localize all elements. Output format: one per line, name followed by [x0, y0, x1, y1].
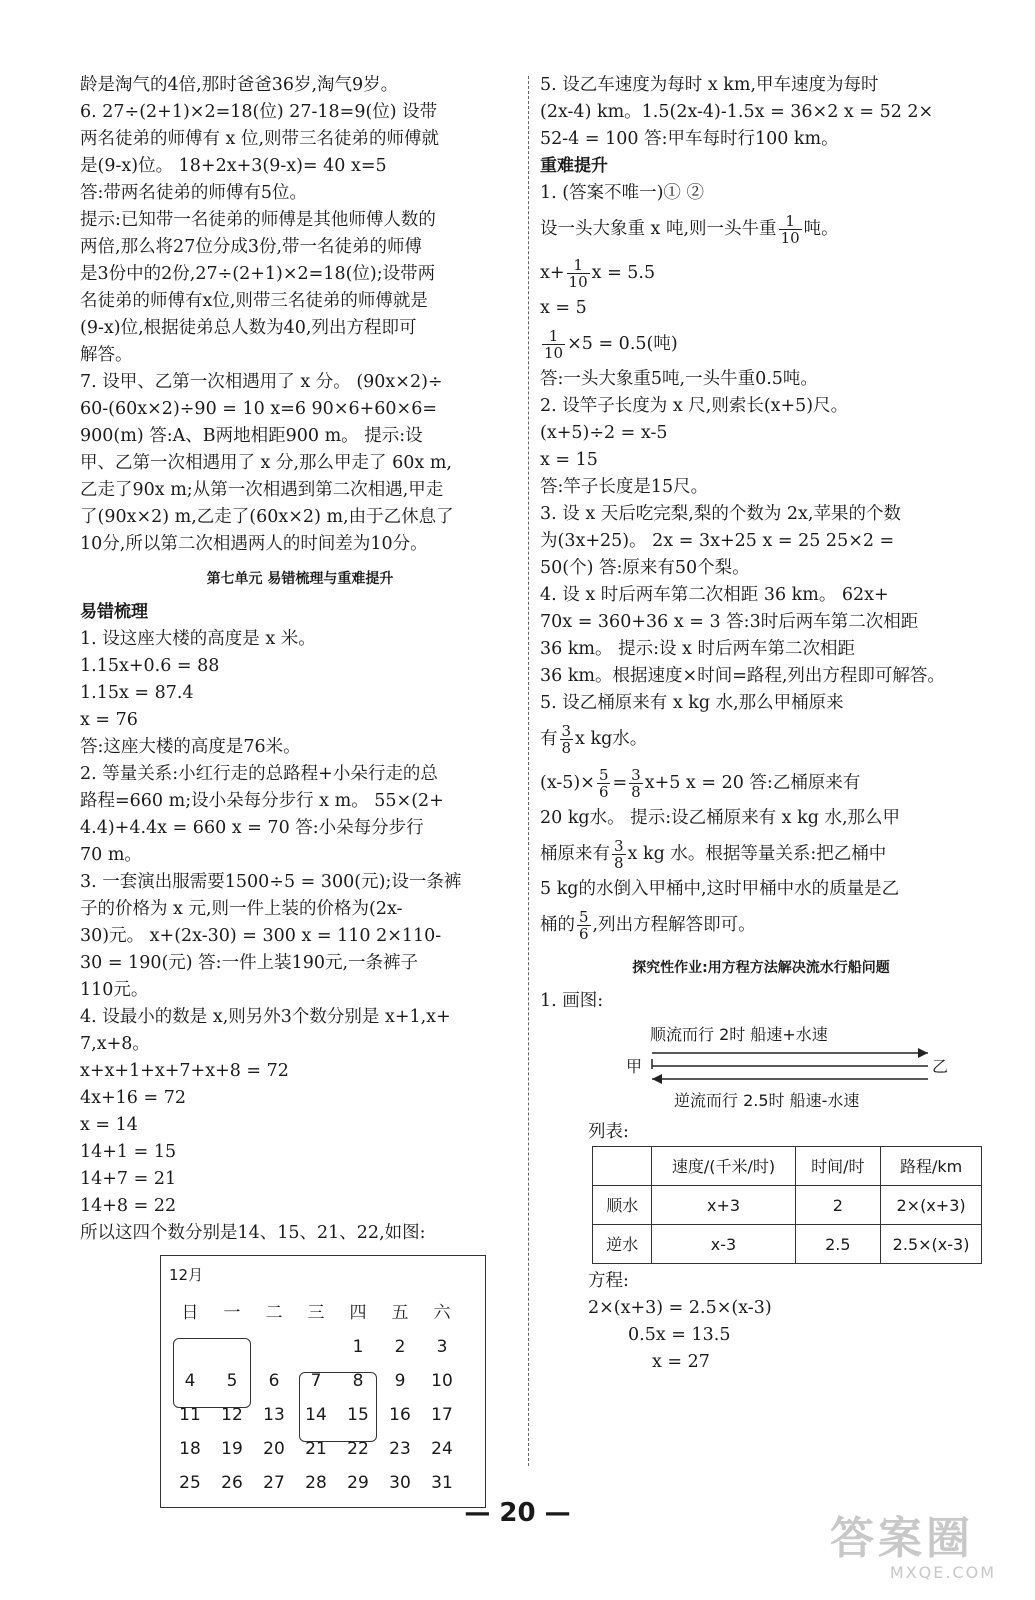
- r5-line6: [540, 903, 982, 947]
- text-line: 3. 设 x 天后吃完梨,梨的个数为 2x,苹果的个数: [540, 504, 901, 524]
- section-yicuo-heading: 易错梳理: [80, 602, 148, 622]
- text-line: 了(90x×2) m,乙走了(60x×2) m,由于乙休息了: [80, 507, 454, 527]
- calendar-day: 15: [347, 1405, 369, 1425]
- text-line: 1.15x = 87.4: [80, 683, 194, 703]
- calendar-day: 23: [389, 1439, 411, 1459]
- equation-line: 0.5x = 13.5: [628, 1325, 731, 1345]
- text-line: 龄是淘气的4倍,那时爸爸36岁,淘气9岁。: [80, 75, 399, 95]
- table-cell: x+3: [652, 1186, 795, 1225]
- r-q1-line2: [540, 251, 982, 295]
- r-q1-line2-text: x+: [540, 263, 565, 283]
- equation-label: 方程:: [588, 1271, 629, 1291]
- table-cell: 顺水: [593, 1186, 652, 1225]
- calendar-day: 18: [179, 1439, 201, 1459]
- text-line: 6. 27÷(2+1)×2=18(位) 27-18=9(位) 设带: [80, 102, 438, 122]
- r5-line1: [540, 717, 982, 761]
- text-line: 5. 设乙桶原来有 x kg 水,那么甲桶原来: [540, 693, 844, 713]
- text-line: 解答。: [80, 345, 133, 365]
- text-line: 两名徒弟的师傅有 x 位,则带三名徒弟的师傅就: [80, 129, 440, 149]
- list-label: 列表:: [588, 1122, 629, 1142]
- calendar-weekday: 六: [433, 1303, 451, 1323]
- calendar-weekday: 一: [223, 1303, 241, 1323]
- r-q1-head: 1. (答案不唯一)① ②: [540, 183, 704, 203]
- fraction-1-10: $\frac{1}{10}$: [568, 256, 588, 291]
- calendar-day: 26: [221, 1473, 243, 1493]
- table-cell: x-3: [652, 1225, 795, 1264]
- text-line: x+x+1+x+7+x+8 = 72: [80, 1061, 289, 1081]
- text-line: 4. 设最小的数是 x,则另外3个数分别是 x+1,x+: [80, 1007, 451, 1027]
- table-row: [593, 1186, 982, 1225]
- text-line: 4x+16 = 72: [80, 1088, 186, 1108]
- text-line: 14+7 = 21: [80, 1169, 177, 1189]
- text-line: 70 m。: [80, 845, 142, 865]
- calendar-day: 27: [263, 1473, 285, 1493]
- diagram-top-label: 顺流而行 2时 船速+水速: [650, 1025, 828, 1044]
- text-line: 名徒弟的师傅有x位,则带三名徒弟的师傅就是: [80, 291, 428, 311]
- fraction-3-8: $\frac{3}{8}$: [631, 766, 641, 801]
- r-q1-line4: [540, 322, 982, 366]
- calendar-day: 28: [305, 1473, 327, 1493]
- text-line: 所以这四个数分别是14、15、21、22,如图:: [80, 1223, 426, 1243]
- calendar-day: 13: [263, 1405, 285, 1425]
- calendar-weekday: 五: [391, 1303, 409, 1323]
- downstream-arrow-head: [918, 1048, 928, 1058]
- calendar-day: 21: [305, 1439, 327, 1459]
- calendar-weekday: 四: [349, 1303, 367, 1323]
- calendar-weekday: 三: [307, 1303, 325, 1323]
- r-q1-line1-text: 设一头大象重 x 吨,则一头牛重: [540, 219, 777, 239]
- text-line: 两倍,那么将27位分成3份,带一名徒弟的师傅: [80, 237, 423, 257]
- calendar-weekday: 二: [265, 1303, 283, 1323]
- text-line: 30 = 190(元) 答:一件上装190元,一条裤子: [80, 953, 419, 973]
- column-divider: [528, 76, 529, 1466]
- diagram-right-end: 乙: [932, 1057, 949, 1076]
- table-cell: 逆水: [593, 1225, 652, 1264]
- calendar-day: 8: [352, 1371, 364, 1391]
- text-line: 14+1 = 15: [80, 1142, 177, 1162]
- r5-line2-eq: =: [612, 773, 628, 793]
- calendar-day: 2: [394, 1337, 406, 1357]
- calendar-day: 30: [389, 1473, 411, 1493]
- text-line: 是(9-x)位。 18+2x+3(9-x)= 40 x=5: [80, 156, 387, 176]
- calendar-month: 12月: [169, 1266, 204, 1284]
- text-line: (9-x)位,根据徒弟总人数为40,列出方程即可: [80, 318, 417, 338]
- calendar-box-14-22: [299, 1372, 377, 1442]
- calendar-day: 19: [221, 1439, 243, 1459]
- text-line: 7. 设甲、乙第一次相遇用了 x 分。 (90x×2)÷: [80, 372, 443, 392]
- calendar-day: 6: [268, 1371, 280, 1391]
- text-line: 答:带两名徒弟的师傅有5位。: [80, 183, 308, 203]
- watermark-url: MXQE.COM: [889, 1563, 996, 1582]
- calendar-day: 20: [263, 1439, 285, 1459]
- calendar-day: 10: [431, 1371, 453, 1391]
- text-line: 5. 设乙车速度为每时 x km,甲车速度为每时: [540, 75, 879, 95]
- r-q1-line3: x = 5: [540, 298, 587, 318]
- right-column: [540, 72, 982, 1376]
- calendar-day: 4: [184, 1371, 196, 1391]
- fraction-1-10: $\frac{1}{10}$: [780, 212, 800, 247]
- text-line: 答:竿子长度是15尺。: [540, 477, 709, 497]
- upstream-arrow-head: [652, 1074, 662, 1084]
- table-header-row: [593, 1147, 982, 1186]
- r5-line4: [540, 832, 982, 876]
- calendar-day: 3: [436, 1337, 448, 1357]
- r5-line2-tail: x+5 x = 20 答:乙桶原来有: [644, 773, 861, 793]
- fraction-3-8: $\frac{3}{8}$: [561, 722, 572, 757]
- table-header-cell: 时间/时: [795, 1147, 881, 1186]
- equation-line: x = 27: [652, 1352, 710, 1372]
- calendar-day: 25: [179, 1473, 201, 1493]
- text-line: x = 76: [80, 710, 138, 730]
- left-text-block-2: [80, 626, 520, 1247]
- text-line: 4.4)+4.4x = 660 x = 70 答:小朵每分步行: [80, 818, 424, 838]
- text-line: 36 km。根据速度×时间=路程,列出方程即可解答。: [540, 666, 945, 686]
- unit-title: 第七单元 易错梳理与重难提升: [206, 571, 394, 587]
- left-text-block-1: [80, 72, 520, 558]
- explore-q1: 1. 画图:: [540, 991, 604, 1011]
- calendar-day: 11: [179, 1405, 201, 1425]
- r5-line4-tail: x kg 水。根据等量关系:把乙桶中: [627, 844, 887, 864]
- text-line: 14+8 = 22: [80, 1196, 177, 1216]
- calendar-day: 14: [305, 1405, 327, 1425]
- text-line: 答:一头大象重5吨,一头牛重0.5吨。: [540, 369, 818, 389]
- text-line: 30)元。 x+(2x-30) = 300 x = 110 2×110-: [80, 926, 442, 946]
- text-line: 路程=660 m;设小朵每分步行 x m。 55×(2+: [80, 791, 444, 811]
- calendar-day: [253, 1331, 295, 1363]
- text-line: 甲、乙第一次相遇用了 x 分,那么甲走了 60x m,: [80, 453, 452, 473]
- text-line: 答:这座大楼的高度是76米。: [80, 737, 301, 757]
- right-text-block-2: [540, 366, 982, 717]
- text-line: 52-4 = 100 答:甲车每时行100 km。: [540, 129, 839, 149]
- r-q1-line4-text: ×5 = 0.5(吨): [567, 334, 678, 354]
- r5-line6-text: 桶的: [540, 915, 575, 935]
- page-number: — 20 —: [464, 1498, 571, 1528]
- table-cell: 2.5: [795, 1225, 881, 1264]
- calendar-day: 1: [352, 1337, 364, 1357]
- text-line: 10分,所以第二次相遇两人的时间差为10分。: [80, 534, 428, 554]
- r5-line1-tail: x kg水。: [575, 729, 648, 749]
- table-cell: 2×(x+3): [881, 1186, 982, 1225]
- diagram-left-end: 甲: [626, 1057, 643, 1076]
- table-cell: 2.5×(x-3): [881, 1225, 982, 1264]
- explore-title: 探究性作业:用方程方法解决流水行船问题: [632, 960, 890, 976]
- calendar-day: 16: [389, 1405, 411, 1425]
- watermark-logo: 答案圈: [830, 1513, 974, 1564]
- text-line: 为(3x+25)。 2x = 3x+25 x = 25 25×2 =: [540, 531, 895, 551]
- watermark: [830, 1515, 1010, 1585]
- r-q1-line1: [540, 207, 982, 251]
- fraction-5-6: $\frac{5}{6}$: [598, 766, 609, 801]
- text-line: 1. 设这座大楼的高度是 x 米。: [80, 629, 316, 649]
- text-line: 3. 一套演出服需要1500÷5 = 300(元);设一条裤: [80, 872, 462, 892]
- text-line: 110元。: [80, 980, 149, 1000]
- calendar-day: 17: [431, 1405, 453, 1425]
- text-line: 60-(60x×2)÷90 = 10 x=6 90×6+60×6=: [80, 399, 438, 419]
- text-line: 50(个) 答:原来有50个梨。: [540, 558, 750, 578]
- text-line: x = 15: [540, 450, 598, 470]
- equation-line: 2×(x+3) = 2.5×(x-3): [588, 1298, 772, 1318]
- calendar-day: 31: [431, 1473, 453, 1493]
- text-line: 子的价格为 x 元,则一件上装的价格为(2x-: [80, 899, 403, 919]
- text-line: 是3份中的2份,27÷(2+1)×2=18(位);设带两: [80, 264, 436, 284]
- table-header-cell: 速度/(千米/时): [652, 1147, 795, 1186]
- calendar-day: 5: [226, 1371, 238, 1391]
- r5-line3: 20 kg水。 提示:设乙桶原来有 x kg 水,那么甲: [540, 808, 901, 828]
- table-header-cell: 路程/km: [881, 1147, 982, 1186]
- calendar-box-4-12: [173, 1338, 251, 1408]
- table-header-cell: [593, 1147, 652, 1186]
- r5-line4-text: 桶原来有: [540, 844, 610, 864]
- text-line: (2x-4) km。1.5(2x-4)-1.5x = 36×2 x = 52 2×: [540, 102, 934, 122]
- r5-line5: 5 kg的水倒入甲桶中,这时甲桶中水的质量是乙: [540, 879, 900, 899]
- fraction-5-6: $\frac{5}{6}$: [579, 908, 589, 943]
- left-column: [80, 72, 520, 1508]
- fraction-1-10: $\frac{1}{10}$: [544, 327, 564, 362]
- speed-table: [592, 1146, 982, 1264]
- r5-line2: [540, 761, 982, 805]
- text-line: 36 km。 提示:设 x 时后两车第二次相距: [540, 639, 855, 659]
- river-diagram: [540, 1019, 982, 1115]
- calendar-weekday: 日: [181, 1303, 199, 1323]
- calendar-day: 24: [431, 1439, 453, 1459]
- table-cell: 2: [795, 1186, 881, 1225]
- text-line: 提示:已知带一名徒弟的师傅是其他师傅人数的: [80, 210, 436, 230]
- table-row: [593, 1225, 982, 1264]
- fraction-3-8: $\frac{3}{8}$: [614, 837, 624, 872]
- right-text-block-1: [540, 72, 982, 153]
- r-q1-line1-tail: 吨。: [803, 219, 839, 239]
- section-zhongnan-heading: 重难提升: [540, 156, 608, 176]
- text-line: 2. 等量关系:小红行走的总路程+小朵行走的总: [80, 764, 438, 784]
- text-line: 7,x+8。: [80, 1034, 150, 1054]
- r5-line2-text: (x-5)×: [540, 773, 595, 793]
- calendar-day: 12: [221, 1405, 243, 1425]
- text-line: 1.15x+0.6 = 88: [80, 656, 220, 676]
- calendar-day: 22: [347, 1439, 369, 1459]
- text-line: x = 14: [80, 1115, 138, 1135]
- r5-line1-text: 有: [540, 729, 558, 749]
- text-line: 乙走了90x m;从第一次相遇到第二次相遇,甲走: [80, 480, 444, 500]
- calendar-day: 7: [310, 1371, 322, 1391]
- text-line: (x+5)÷2 = x-5: [540, 423, 668, 443]
- calendar: [160, 1255, 486, 1508]
- calendar-day: 9: [394, 1371, 406, 1391]
- calendar-day: 29: [347, 1473, 369, 1493]
- r5-line6-tail: ,列出方程解答即可。: [592, 915, 756, 935]
- text-line: 900(m) 答:A、B两地相距900 m。 提示:设: [80, 426, 423, 446]
- text-line: 4. 设 x 时后两车第二次相距 36 km。 62x+: [540, 585, 889, 605]
- text-line: 2. 设竿子长度为 x 尺,则索长(x+5)尺。: [540, 396, 849, 416]
- r-q1-line2-tail: x = 5.5: [591, 263, 656, 283]
- calendar-day: [295, 1331, 337, 1363]
- text-line: 70x = 360+36 x = 3 答:3时后两车第二次相距: [540, 612, 919, 632]
- diagram-bottom-label: 逆流而行 2.5时 船速-水速: [674, 1091, 860, 1110]
